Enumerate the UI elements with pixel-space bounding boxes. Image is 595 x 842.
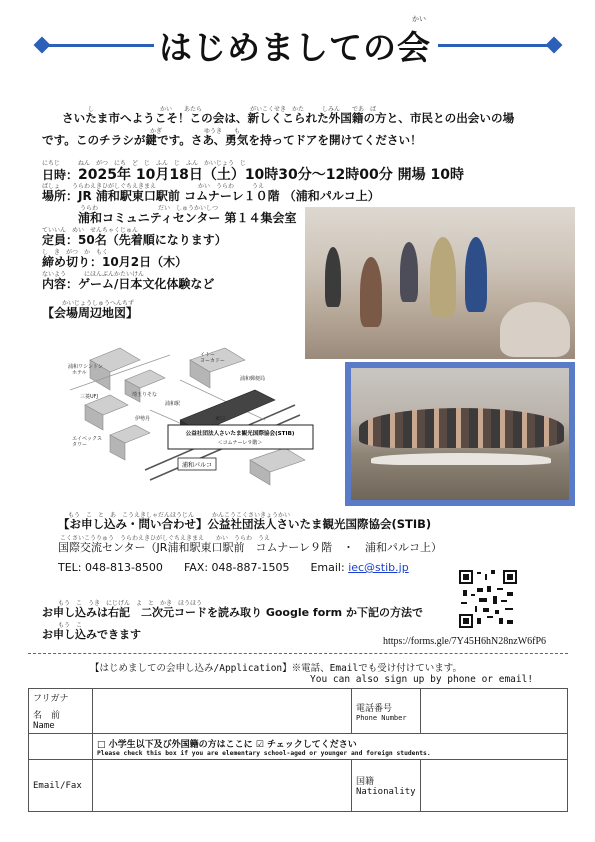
nationality-en-label: Nationality: [356, 787, 416, 797]
nationality-label-cell: [352, 760, 421, 812]
nationality-jp-label: 国籍: [356, 777, 375, 787]
area-map: [50, 320, 320, 505]
title-left-line: [44, 44, 154, 47]
capacity-row: [42, 231, 227, 248]
intro-line-2: です。このチラシが鍵です。さあ、勇気を持ってドアを開けてください！: [42, 133, 422, 147]
place-value: JR 浦和駅東口駅前 コムナーレ１０階 （浦和パルコ上）: [78, 189, 380, 203]
map-label-stib-floor: ＜コムナーレ９階＞: [217, 440, 263, 446]
map-label-east: 東口: [215, 416, 226, 422]
nationality-input-cell[interactable]: [421, 760, 568, 812]
deadline-ruby: し き がつ か もく: [42, 249, 109, 256]
map-label-ufj: 三菱UFJ: [80, 394, 99, 400]
map-label-post: 浦和郵便局: [240, 376, 266, 382]
date-label: 日時：: [42, 168, 79, 182]
title-right-diamond: [546, 37, 563, 54]
page-title: はじめましての会: [159, 28, 431, 67]
map-label-hotel-2: ホテル: [72, 370, 87, 376]
map-label-avex: エイベックス: [72, 436, 102, 442]
date-value: 2025年 10月18日（土）10時30分～12時00分 開場 10時: [78, 167, 464, 183]
contact-heading-ruby: もう こ と あ こうえきしゃだんほうじん かんこうこくさいきょうかい: [68, 512, 291, 519]
content-ruby: ないよう にほんぶんかたいけん: [42, 271, 145, 278]
content-label: 内容：: [42, 277, 79, 291]
form-header-1: 【はじめましての会申し込み/Application】※電話、Emailでも受け付けています。: [90, 663, 462, 674]
intro-ruby-1: し かい あたら がいこくせき かた しみん であ ば: [88, 106, 377, 113]
map-label-resona: 埼玉りそな: [132, 392, 158, 398]
capacity-ruby: ていいん めい せんちゃくじゅん: [42, 227, 139, 234]
title-ruby: かい: [412, 15, 426, 23]
form-header-2: You can also sign up by phone or email!: [310, 674, 534, 685]
furigana-label-cell: [29, 689, 93, 734]
contact-center-ruby: こくさいこうりゅう うらわえきひがしぐちえきまえ かい うらわ うえ: [60, 535, 271, 542]
check-cell[interactable]: [93, 734, 568, 760]
contact-center: 国際交流センター（JR浦和駅東口駅前 コムナーレ９階 ・ 浦和パルコ上）: [58, 541, 443, 554]
contact-email-link[interactable]: iec@stib.jp: [348, 561, 409, 574]
intro-ruby-2: かぎ ゆうき も: [150, 128, 241, 135]
apply-ruby-1: もう こ うき にじげん よ と かき ほうほう: [58, 600, 203, 607]
phone-input-cell[interactable]: [421, 689, 568, 734]
map-label-stib: 公益社団法人さいたま観光国際協会(STIB): [185, 431, 295, 437]
deadline-value: 10月2日（木）: [102, 255, 188, 269]
content-row: [42, 275, 214, 292]
map-label-avex-2: タワー: [72, 442, 88, 448]
check-jp[interactable]: □ 小学生以下及び外国籍の方はここに ☑ チェックしてください: [97, 739, 357, 750]
contact-email-label: Email:: [310, 561, 345, 574]
deadline-label: 締め切り：: [42, 255, 103, 269]
title-right-line: [438, 44, 553, 47]
contact-fax: FAX: 048-887-1505: [183, 561, 290, 574]
name-input-cell[interactable]: [93, 689, 352, 734]
map-label-parco: 浦和パルコ: [181, 462, 213, 469]
map-label-yokado: ヨーカドー: [200, 358, 225, 364]
name-spacer-cell: [29, 734, 93, 760]
content-value: ゲーム/日本文化体験など: [78, 277, 215, 291]
intro-line-1: さいたま市へようこそ！この会は、新しくこられた外国籍の方と、市民との出会いの場: [62, 111, 515, 125]
apply-line-2: お申し込みできます: [42, 628, 141, 641]
application-form: [28, 688, 568, 812]
place-ruby-2: うらわ だい しゅうかいしつ: [80, 205, 219, 212]
email-fax-label: Email/Fax: [29, 760, 93, 812]
apply-form-url[interactable]: https://forms.gle/7Y45H6hN28nzW6fP6: [383, 636, 547, 647]
map-label-isetan: 伊勢丹: [135, 416, 151, 422]
qr-code[interactable]: [459, 570, 517, 628]
phone-label-cell: [352, 689, 421, 734]
map-label-ito: イトー: [200, 352, 216, 358]
name-jp-label: 名 前: [33, 711, 61, 721]
map-heading-ruby: かいじょうしゅうへんちず: [62, 300, 135, 307]
divider: [28, 653, 568, 654]
phone-jp-label: 電話番号: [356, 703, 393, 714]
event-photo-game: [305, 207, 575, 359]
check-en: Please check this box if you are elementary school-aged or younger and foreign students.: [97, 749, 431, 757]
furigana-label: フリガナ: [33, 694, 69, 704]
place-ruby: ばしょ うらわえきひがしぐちえきまえ かい うらわ うえ: [42, 183, 265, 190]
date-ruby: にちじ ねん がつ にち ど じ ふん じ ふん かいじょう じ: [42, 160, 247, 167]
place-value-2: 浦和コミュニティセンター 第１４集会室: [78, 211, 297, 225]
map-label-hotel: 浦和ワシントン: [68, 364, 103, 370]
apply-line-1: お申し込みは右記 二次元コードを読み取り Google form か下記の方法で: [42, 606, 423, 619]
map-label-station: 浦和駅: [165, 401, 181, 407]
event-photo-group: [345, 362, 575, 506]
contact-heading: 【お申し込み・問い合わせ】公益社団法人さいたま観光国際協会(STIB): [58, 517, 432, 531]
contact-tel: TEL: 048-813-8500: [58, 561, 163, 574]
email-input-cell[interactable]: [93, 760, 352, 812]
map-heading: 【会場周辺地図】: [42, 306, 139, 320]
capacity-label: 定員：: [42, 233, 79, 247]
apply-ruby-2: もう こ: [58, 622, 83, 629]
phone-en-label: Phone Number: [356, 713, 407, 722]
capacity-value: 50名（先着順になります）: [78, 233, 227, 247]
place-row: [42, 187, 380, 204]
name-en-label: Name: [33, 721, 55, 731]
deadline-row: [42, 253, 187, 270]
place-label: 場所：: [42, 189, 79, 203]
contact-line: [58, 561, 409, 574]
